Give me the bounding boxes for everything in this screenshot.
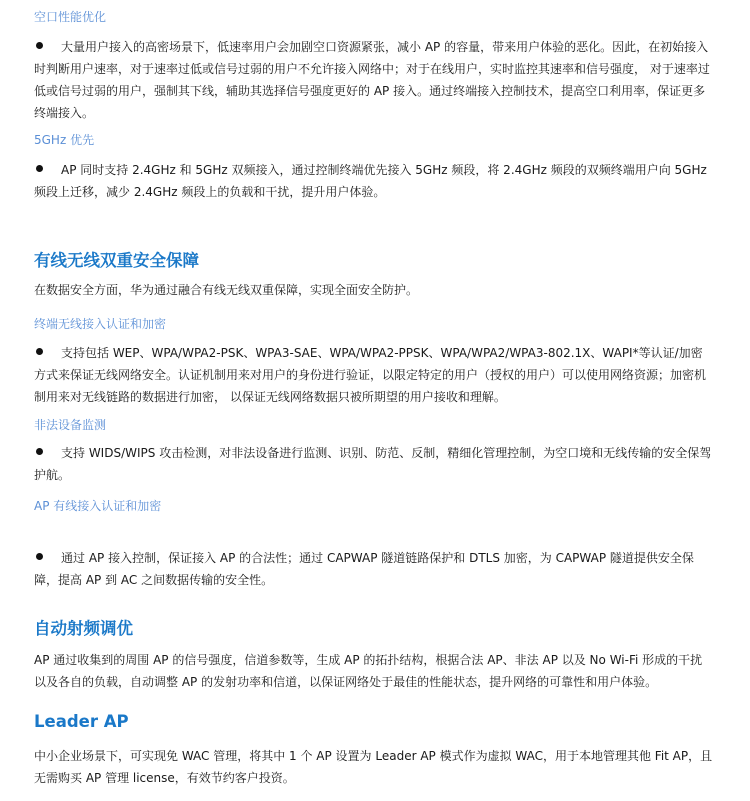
bullet-paragraph-wired-auth (34, 547, 714, 591)
paragraph-rf-tuning: AP 通过收集到的周围 AP 的信号强度，信道参数等，生成 AP 的拓扑结构，根据合法 AP、非法 AP 以及 No Wi-Fi 形成的干扰以及各自的负载，自动调整 AP 的发射功率和信道，以保证网络处于最佳的性能状态，提升网络的可靠性和用户体验。 (34, 653, 703, 689)
bullet-paragraph-wireless-auth (34, 342, 714, 408)
heading-leader-ap: Leader AP (34, 712, 129, 731)
bullet-paragraph-air-interface (34, 36, 714, 124)
bullet-icon (36, 448, 43, 455)
paragraph-security-intro: 在数据安全方面，华为通过融合有线无线双重保障，实现全面安全防护。 (34, 283, 419, 297)
heading-auto-rf-tuning: 自动射频调优 (34, 619, 133, 638)
bullet-text: 支持 WIDS/WIPS 攻击检测，对非法设备进行监测、识别、防范、反制，精细化管理控制，为空口境和无线传输的安全保驾护航。 (34, 446, 712, 482)
subheading-wireless-auth-encryption: 终端无线接入认证和加密 (34, 317, 167, 331)
bullet-icon (36, 42, 43, 49)
heading-dual-security: 有线无线双重安全保障 (34, 251, 199, 270)
bullet-paragraph-5ghz (34, 159, 714, 203)
bullet-text: AP 同时支持 2.4GHz 和 5GHz 双频接入，通过控制终端优先接入 5GHz 频段，将 2.4GHz 频段的双频终端用户向 5GHz 频段上迁移，减少 2.4GHz 频段上的负载和干扰，提升用户体验。 (34, 163, 707, 199)
bullet-icon (36, 553, 43, 560)
bullet-icon (36, 165, 43, 172)
bullet-text: 大量用户接入的高密场景下，低速率用户会加剧空口资源紧张，减小 AP 的容量，带来用户体验的恶化。因此，在初始接入时判断用户速率，对于速率过低或信号过弱的用户不允许接入网络中；对于在线用户，实时监控其速率和信号强度， 对于速率过低或信号过弱的用户，强制其下线，辅助其选择信号强度更好的 AP 接入。通过终端接入控制技术，提高空口利用率，保证更多终端接入。 (34, 40, 710, 120)
subheading-rogue-device-detection: 非法设备监测 (34, 418, 107, 432)
paragraph-leader-ap: 中小企业场景下，可实现免 WAC 管理，将其中 1 个 AP 设置为 Leader AP 模式作为虚拟 WAC，用于本地管理其他 Fit AP，且无需购买 AP 管理 license，有效节约客户投资。 (34, 749, 713, 785)
bullet-text: 通过 AP 接入控制，保证接入 AP 的合法性；通过 CAPWAP 隧道链路保护和 DTLS 加密，为 CAPWAP 隧道提供安全保障，提高 AP 到 AC 之间数据传输的安全性。 (34, 551, 694, 587)
bullet-icon (36, 348, 43, 355)
subheading-air-interface-optimization: 空口性能优化 (34, 10, 107, 24)
bullet-text: 支持包括 WEP、WPA/WPA2-PSK、WPA3-SAE、WPA/WPA2-PPSK、WPA/WPA2/WPA3-802.1X、WAPI*等认证/加密方式来保证无线网络安全。认证机制用来对用户的身份进行验证，以限定特定的用户（授权的用户）可以使用网络资源；加密机制用来对无线链路的数据进行加密， 以保证无线网络数据只被所期望的用户接收和理解。 (34, 346, 707, 404)
bullet-paragraph-rogue-detection (34, 442, 714, 486)
subheading-5ghz-priority: 5GHz 优先 (34, 133, 95, 147)
subheading-ap-wired-auth-encryption: AP 有线接入认证和加密 (34, 499, 162, 513)
